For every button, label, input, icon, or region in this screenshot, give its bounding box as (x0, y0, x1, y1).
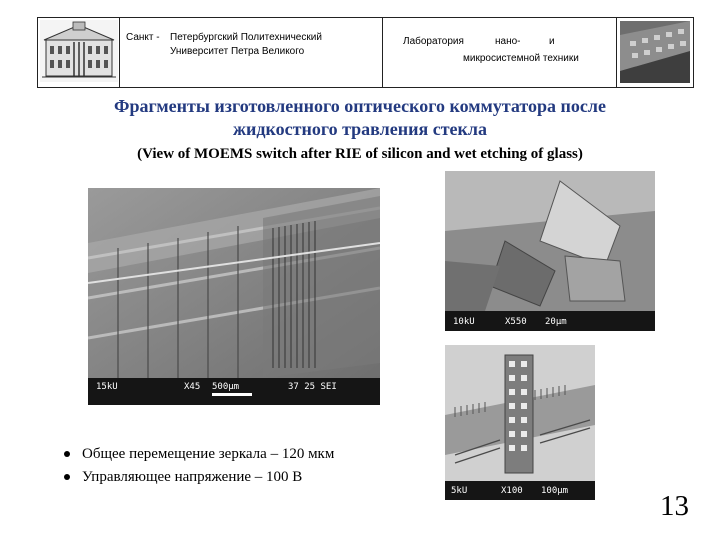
bullet-text: Управляющее напряжение – 100 В (82, 469, 303, 485)
sem-top-magnification: X550 (505, 317, 527, 327)
header-banner (37, 17, 694, 88)
university-building-logo (40, 20, 118, 82)
sem-large-magnification: X45 (184, 382, 201, 392)
university-prefix: Санкт - (126, 32, 160, 43)
sem-top-voltage: 10kU (453, 317, 475, 327)
sem-image-large (88, 188, 380, 405)
sem-large-scalebar (212, 393, 252, 396)
bullet-list (62, 443, 334, 489)
sem-image-bottom-right (445, 345, 595, 500)
header-divider (616, 18, 617, 87)
lab-word-3: и (549, 36, 555, 47)
bullet-text: Общее перемещение зеркала – 120 мкм (82, 446, 335, 462)
sem-bottom-scale: 100µm (541, 486, 569, 496)
sem-image-top-right (445, 171, 655, 331)
list-item (62, 443, 334, 466)
page-number: 13 (660, 490, 689, 522)
list-item (62, 466, 334, 489)
university-name-line2: Университет Петра Великого (170, 46, 305, 57)
lab-word-2: нано- (495, 36, 521, 47)
sem-top-scale: 20µm (545, 317, 567, 327)
microchip-photo (620, 21, 690, 83)
lab-name-line2: микросистемной техники (463, 53, 579, 64)
slide-title-line2: жидкостного травления стекла (232, 119, 487, 139)
sem-large-id: 37 25 SEI (288, 382, 337, 392)
sem-bottom-magnification: X100 (501, 486, 523, 496)
sem-bottom-voltage: 5kU (451, 486, 468, 496)
bullet-dot-icon (64, 451, 70, 457)
lab-word-1: Лаборатория (403, 36, 464, 47)
university-name-line1: Петербургский Политехнический (170, 32, 322, 43)
bullet-dot-icon (64, 474, 70, 480)
slide-subtitle: (View of MOEMS switch after RIE of silicon and wet etching of glass) (137, 146, 583, 162)
header-divider (119, 18, 120, 87)
sem-large-scale: 500µm (212, 382, 240, 392)
slide-title-line1: Фрагменты изготовленного оптического коммутатора после (114, 96, 606, 116)
sem-large-voltage: 15kU (96, 382, 118, 392)
header-divider (382, 18, 383, 87)
